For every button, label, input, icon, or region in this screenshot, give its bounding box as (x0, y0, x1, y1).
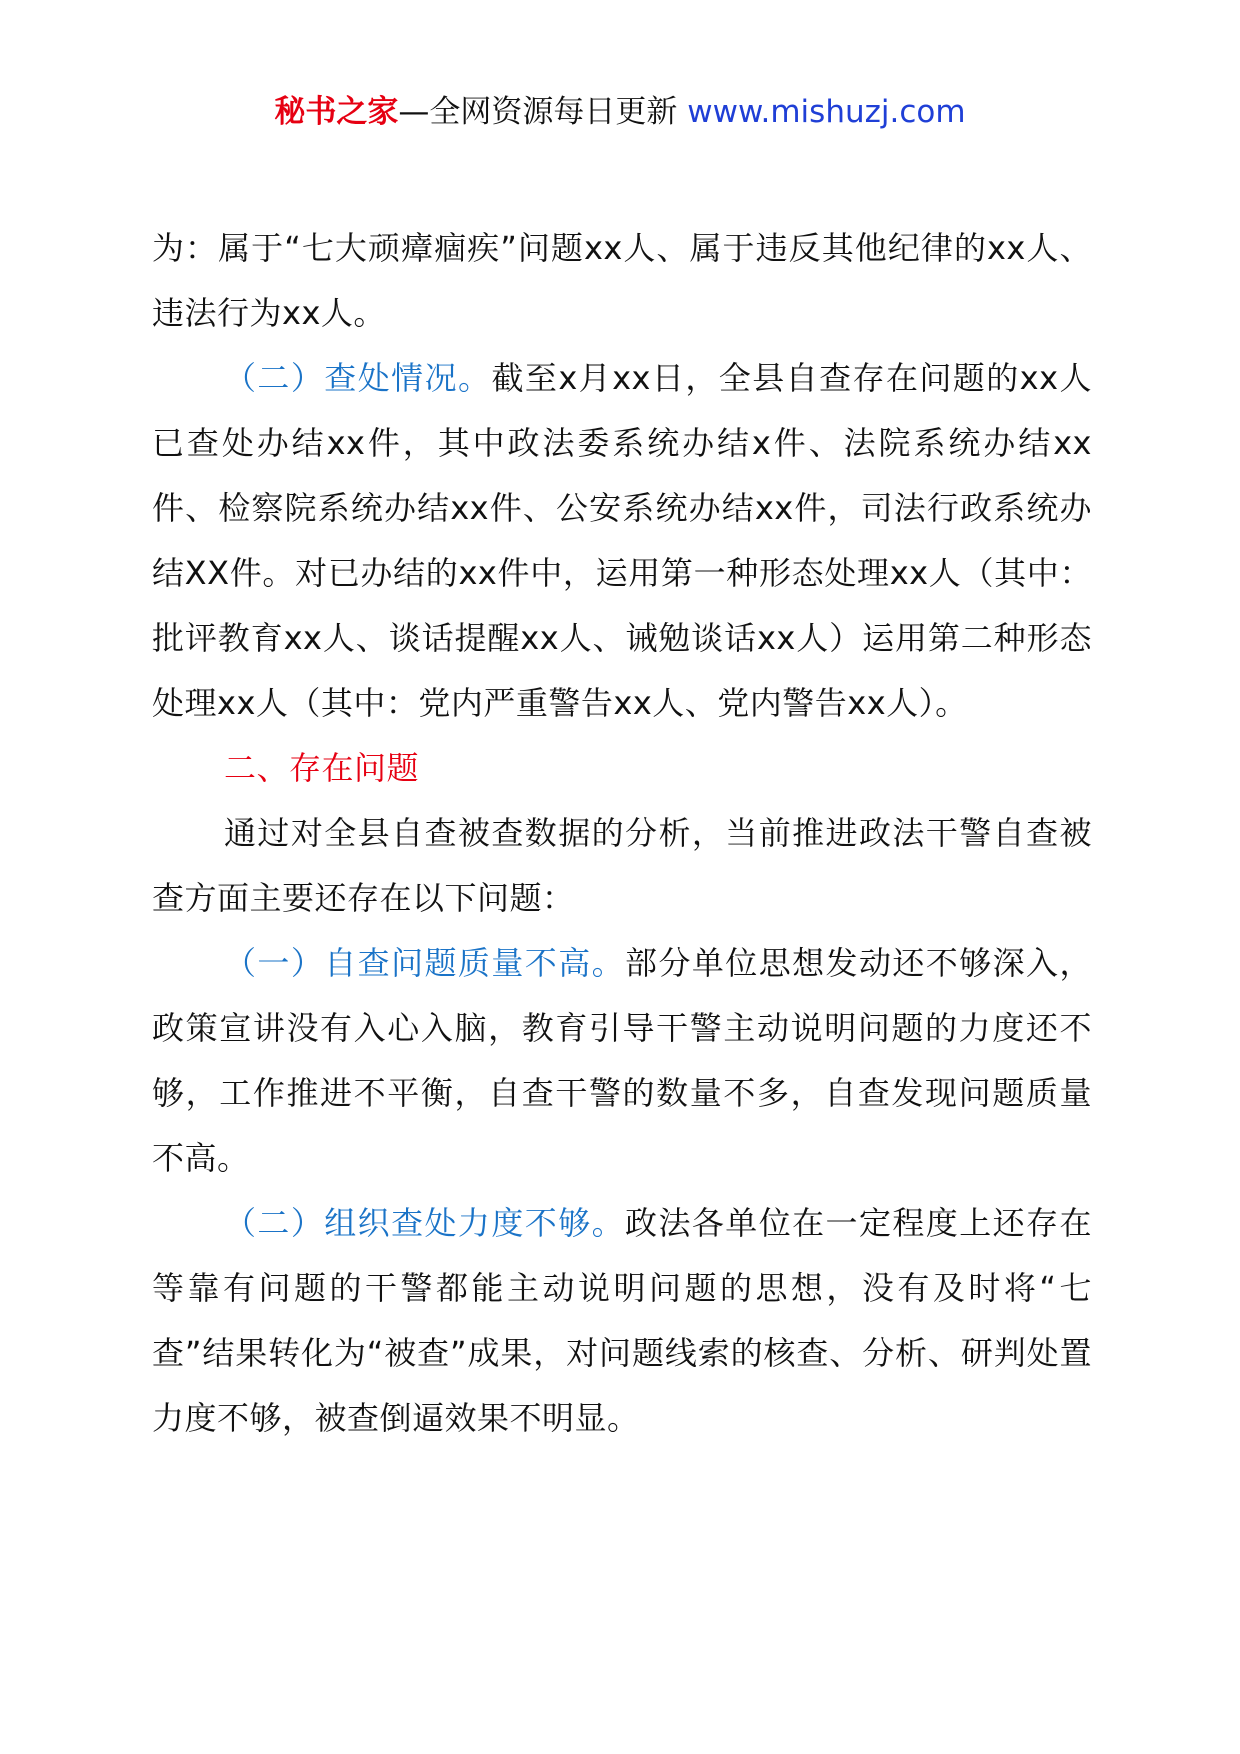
subheading-enforcement: （二）组织查处力度不够。 (224, 1204, 626, 1242)
paragraph-investigation (152, 346, 1092, 736)
brand-name: 秘书之家 (274, 94, 399, 130)
paragraph-text: 政法各单位在一定程度上还存在等靠有问题的干警都能主动说明问题的思想，没有及时将“七查”结果转化为“被查”成果，对问题线索的核查、分析、研判处置力度不够，被查倒逼效果不明显。 (152, 1204, 1092, 1437)
paragraph-enforcement (152, 1191, 1092, 1451)
paragraph-text: 截至x月xx日，全县自查存在问题的xx人已查处办结xx件，其中政法委系统办结x件、法院系统办结xx件、检察院系统办结xx件、公安系统办结xx件，司法行政系统办结XX件。对已办结的xx件中，运用第一种形态处理xx人（其中：批评教育xx人、谈话提醒xx人、诫勉谈话xx人）运用第二种形态处理xx人（其中：党内严重警告xx人、党内警告xx人）。 (152, 359, 1092, 722)
subheading-investigation: （二）查处情况。 (224, 359, 492, 397)
subheading-self-check: （一）自查问题质量不高。 (224, 944, 626, 982)
section-heading-problems: 二、存在问题 (224, 749, 420, 787)
document-body (152, 216, 1092, 1451)
paragraph-text: 通过对全县自查被查数据的分析，当前推进政法干警自查被查方面主要还存在以下问题： (152, 814, 1092, 917)
paragraph-intro (152, 801, 1092, 931)
paragraph-text: 部分单位思想发动还不够深入，政策宣讲没有入心入脑，教育引导干警主动说明问题的力度还不够，工作推进不平衡，自查干警的数量不多，自查发现问题质量不高。 (152, 944, 1092, 1177)
paragraph-continuation (152, 216, 1092, 346)
header-tagline: —全网资源每日更新 (398, 94, 678, 130)
site-url-link[interactable]: www.mishuzj.com (687, 94, 966, 130)
paragraph-text: 为：属于“七大顽瘴痼疾”问题xx人、属于违反其他纪律的xx人、违法行为xx人。 (152, 229, 1092, 332)
site-header (0, 92, 1240, 132)
paragraph-self-check (152, 931, 1092, 1191)
